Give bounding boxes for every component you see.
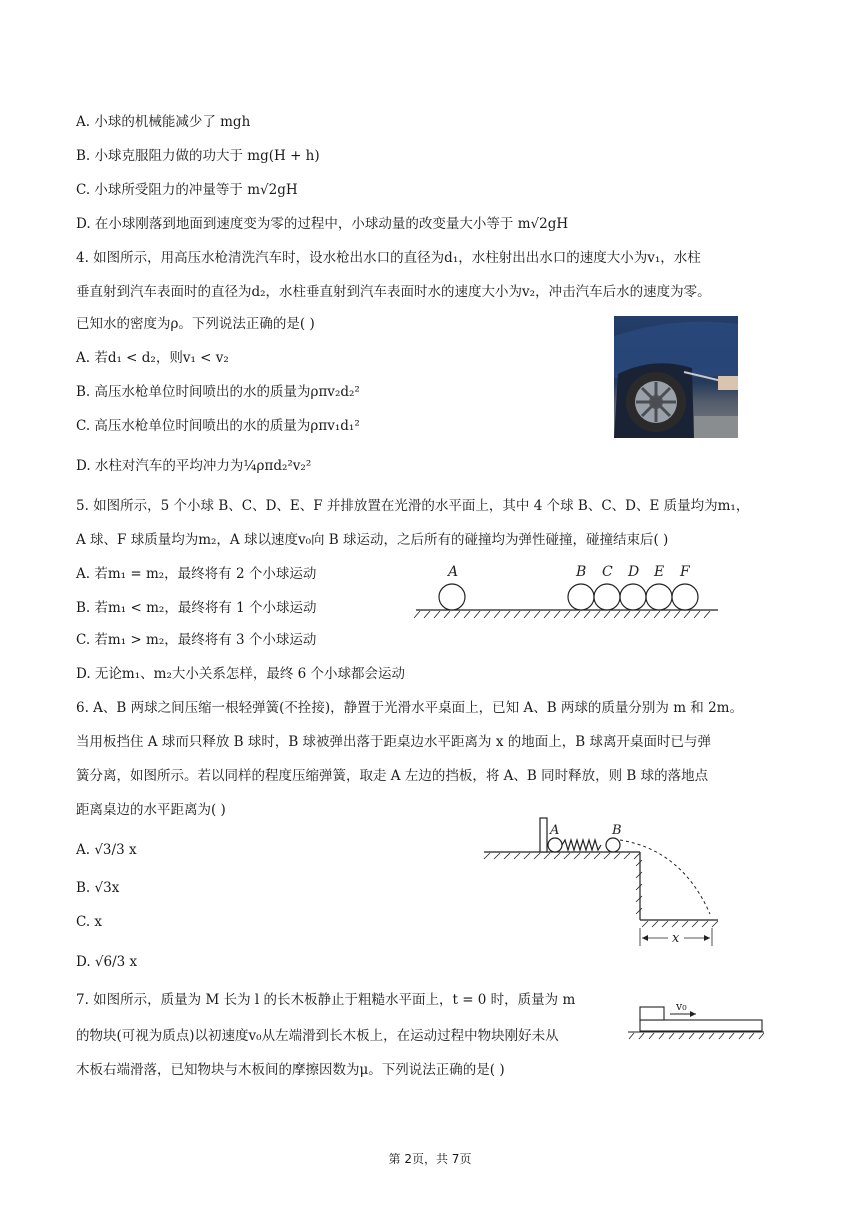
ball-b xyxy=(606,838,620,852)
label-x: x xyxy=(672,931,680,946)
q5-option-a: A. 若m₁ = m₂，最终将有 2 个小球运动 xyxy=(76,566,317,582)
car-washing-photo xyxy=(614,316,738,438)
q7-stem-line-3: 木板右端滑落，已知物块与木板间的摩擦因数为μ。下列说法正确的是( ) xyxy=(76,1062,505,1078)
q5-stem-line-1: 5. 如图所示，5 个小球 B、C、D、E、F 并排放置在光滑的水平面上，其中 4 个球 B、C、D、E 质量均为m₁， xyxy=(76,498,750,514)
ball-c xyxy=(594,584,620,610)
q3-option-a: A. 小球的机械能减少了 mgh xyxy=(76,114,251,130)
label-v0: v₀ xyxy=(676,1002,687,1013)
label-b: B xyxy=(576,564,587,580)
q4-option-d: D. 水柱对汽车的平均冲力为¼ρπd₂²v₂² xyxy=(76,458,312,474)
q5-stem-line-2: A 球、F 球质量均为m₂，A 球以速度v₀向 B 球运动，之后所有的碰撞均为弹性碰撞，碰撞结束后( ) xyxy=(76,532,669,548)
q6-option-b: B. √3x xyxy=(76,880,120,896)
q7-stem-line-2: 的物块(可视为质点)以初速度v₀从左端滑到长木板上，在运动过程中物块刚好未从 xyxy=(76,1028,559,1044)
q4-stem-line-3: 已知水的密度为ρ。下列说法正确的是( ) xyxy=(76,316,315,332)
ball-f xyxy=(672,584,698,610)
q4-stem-line-1: 4. 如图所示，用高压水枪清洗汽车时，设水枪出水口的直径为d₁，水柱射出出水口的速度大小为v₁，水柱 xyxy=(76,250,701,266)
page-footer: 第 2页，共 7页 xyxy=(388,1152,472,1166)
q3-option-d: D. 在小球刚落到地面到速度变为零的过程中，小球动量的改变量大小等于 m√2gH xyxy=(76,216,569,232)
ball-d xyxy=(620,584,646,610)
q4-stem-line-2: 垂直射到汽车表面时的直径为d₂，水柱垂直射到汽车表面时水的速度大小为v₂，冲击汽车后水的速度为零。 xyxy=(76,284,711,300)
q3-option-c: C. 小球所受阻力的冲量等于 m√2gH xyxy=(76,182,298,198)
q7-board-figure xyxy=(626,1002,766,1042)
q4-option-c: C. 高压水枪单位时间喷出的水的质量为ρπv₁d₁² xyxy=(76,418,360,434)
q6-stem-line-1: 6. A、B 两球之间压缩一根轻弹簧(不拴接)，静置于光滑水平桌面上，已知 A、B 两球的质量分别为 m 和 2m。 xyxy=(76,700,743,716)
ball-e xyxy=(646,584,672,610)
q3-option-b: B. 小球克服阻力做的功大于 mg(H + h) xyxy=(76,148,320,164)
q5-balls-figure xyxy=(412,562,722,622)
trajectory xyxy=(620,840,710,914)
q6-stem-line-4: 距离桌边的水平距离为( ) xyxy=(76,802,226,818)
q5-option-d: D. 无论m₁、m₂大小关系怎样，最终 6 个小球都会运动 xyxy=(76,666,406,682)
ball-a xyxy=(439,584,465,610)
q4-option-a: A. 若d₁ < d₂，则v₁ < v₂ xyxy=(76,350,229,366)
long-board xyxy=(640,1020,762,1031)
label-a: A xyxy=(550,823,560,838)
label-c: C xyxy=(602,564,613,580)
label-a: A xyxy=(448,564,459,580)
label-e: E xyxy=(654,564,665,580)
label-b: B xyxy=(612,823,622,838)
q5-option-c: C. 若m₁ > m₂，最终将有 3 个小球运动 xyxy=(76,632,317,648)
q7-stem-line-1: 7. 如图所示，质量为 M 长为 l 的长木板静止于粗糙水平面上，t = 0 时，质量为 m xyxy=(76,992,576,1008)
q6-option-c: C. x xyxy=(76,914,103,930)
baffle-plate xyxy=(540,818,547,852)
ball-a xyxy=(548,838,562,852)
q6-stem-line-3: 簧分离，如图所示。若以同样的程度压缩弹簧，取走 A 左边的挡板，将 A、B 同时释放，则 B 球的落地点 xyxy=(76,768,709,784)
spring xyxy=(562,840,601,850)
q6-option-a: A. √3/3 x xyxy=(76,842,137,858)
label-d: D xyxy=(628,564,640,580)
q4-option-b: B. 高压水枪单位时间喷出的水的质量为ρπv₂d₂² xyxy=(76,384,360,400)
ball-b xyxy=(568,584,594,610)
q6-spring-figure xyxy=(482,810,722,950)
label-f: F xyxy=(680,564,690,580)
block xyxy=(640,1007,664,1020)
q6-option-d: D. √6/3 x xyxy=(76,954,138,970)
q6-stem-line-2: 当用板挡住 A 球而只释放 B 球时，B 球被弹出落于距桌边水平距离为 x 的地面上，B 球离开桌面时已与弹 xyxy=(76,734,711,750)
q5-option-b: B. 若m₁ < m₂，最终将有 1 个小球运动 xyxy=(76,600,317,616)
